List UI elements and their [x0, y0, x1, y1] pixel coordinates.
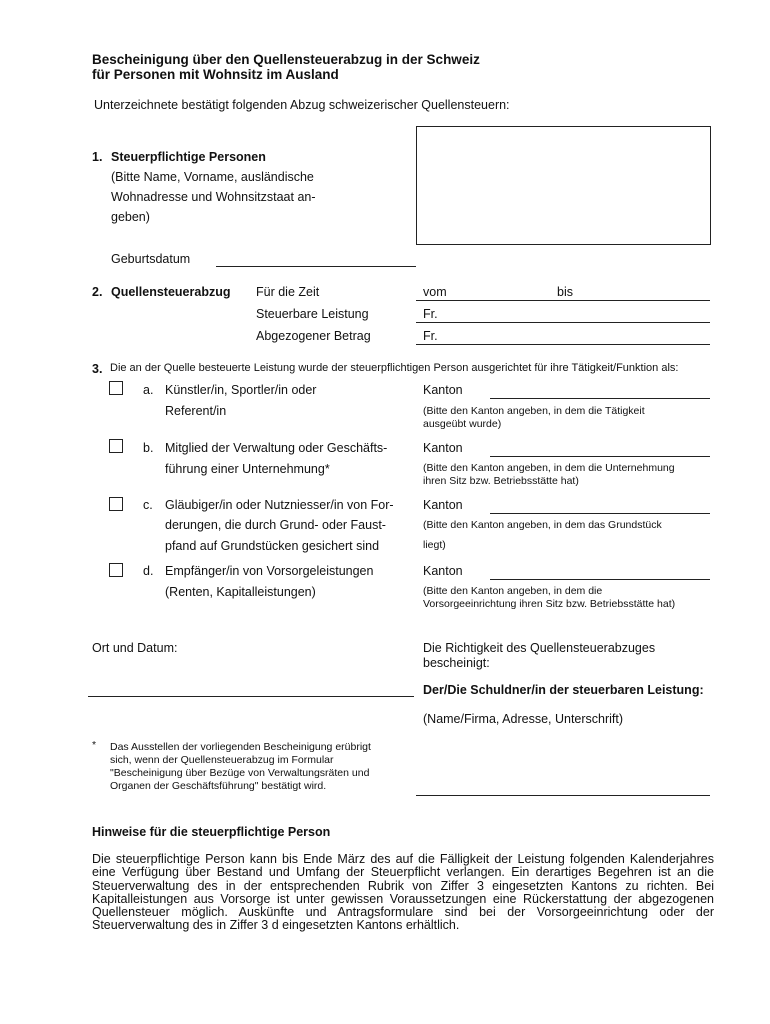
footnote-line: Organen der Geschäftsführung" bestätigt wird. — [110, 780, 327, 792]
name-signature-label: (Name/Firma, Adresse, Unterschrift) — [423, 712, 624, 726]
period-field-line[interactable] — [416, 300, 710, 301]
option-c-checkbox[interactable] — [109, 497, 123, 511]
footnote-marker: * — [92, 739, 97, 751]
canton-label: Kanton — [423, 383, 463, 397]
canton-field-line[interactable] — [490, 398, 710, 399]
section3-intro: Die an der Quelle besteuerte Leistung wurde der steuerpflichtigen Person ausgerichtet für ihre Tätigkeit/Funktion als: — [110, 362, 679, 374]
confirm-line: bescheinigt: — [423, 656, 490, 670]
deducted-prefix: Fr. — [423, 329, 438, 343]
footnote-line: Das Ausstellen der vorliegenden Bescheinigung erübrigt — [110, 741, 371, 753]
canton-hint: ausgeübt wurde) — [423, 418, 502, 430]
canton-field-line[interactable] — [490, 456, 710, 457]
option-letter: a. — [143, 383, 154, 397]
option-text-line: Künstler/in, Sportler/in oder — [165, 383, 317, 397]
option-text-line: Empfänger/in von Vorsorgeleistungen — [165, 564, 374, 578]
section1-desc-line: geben) — [111, 210, 150, 224]
option-text-line: Referent/in — [165, 404, 227, 418]
section2-number: 2. — [92, 285, 103, 299]
option-a-checkbox[interactable] — [109, 381, 123, 395]
option-letter: b. — [143, 441, 154, 455]
place-date-field-line[interactable] — [88, 696, 414, 697]
debtor-label: Der/Die Schuldner/in der steuerbaren Leistung: — [423, 683, 704, 697]
option-text-line: Mitglied der Verwaltung oder Geschäfts- — [165, 441, 388, 455]
section2-heading: Quellensteuerabzug — [111, 285, 231, 299]
section1-heading: Steuerpflichtige Personen — [111, 150, 266, 164]
canton-hint: liegt) — [423, 539, 446, 551]
signature-field-line[interactable] — [416, 795, 710, 796]
option-text-line: (Renten, Kapitalleistungen) — [165, 585, 316, 599]
canton-hint: (Bitte den Kanton angeben, in dem die Unternehmung — [423, 462, 675, 474]
canton-field-line[interactable] — [490, 579, 710, 580]
from-label: vom — [423, 285, 447, 299]
option-letter: c. — [143, 498, 153, 512]
section1-desc-line: (Bitte Name, Vorname, ausländische — [111, 170, 314, 184]
section3-number: 3. — [92, 362, 103, 376]
canton-hint: Vorsorgeeinrichtung ihren Sitz bzw. Betriebsstätte hat) — [423, 598, 676, 610]
footnote-line: sich, wenn der Quellensteuerabzug im Formular — [110, 754, 334, 766]
to-label: bis — [557, 285, 573, 299]
canton-label: Kanton — [423, 564, 463, 578]
option-text-line: pfand auf Grundstücken gesichert sind — [165, 539, 380, 553]
option-d-checkbox[interactable] — [109, 563, 123, 577]
canton-label: Kanton — [423, 498, 463, 512]
footnote-line: "Bescheinigung über Bezüge von Verwaltungsräten und — [110, 767, 370, 779]
option-letter: d. — [143, 564, 154, 578]
canton-hint: (Bitte den Kanton angeben, in dem die Tätigkeit — [423, 405, 645, 417]
option-b-checkbox[interactable] — [109, 439, 123, 453]
deducted-field-line[interactable] — [416, 344, 710, 345]
birthdate-label: Geburtsdatum — [111, 252, 191, 266]
deducted-label: Abgezogener Betrag — [256, 329, 371, 343]
form-title-line1: Bescheinigung über den Quellensteuerabzug in der Schweiz — [92, 52, 480, 67]
option-text-line: Gläubiger/in oder Nutzniesser/in von For- — [165, 498, 394, 512]
notes-heading: Hinweise für die steuerpflichtige Person — [92, 825, 331, 839]
canton-field-line[interactable] — [490, 513, 710, 514]
taxable-label: Steuerbare Leistung — [256, 307, 369, 321]
section1-desc-line: Wohnadresse und Wohnsitzstaat an- — [111, 190, 316, 204]
confirm-line: Die Richtigkeit des Quellensteuerabzuges — [423, 641, 656, 655]
canton-hint: ihren Sitz bzw. Betriebsstätte hat) — [423, 475, 579, 487]
address-box[interactable] — [416, 126, 711, 245]
option-text-line: führung einer Unternehmung* — [165, 462, 330, 476]
place-date-label: Ort und Datum: — [92, 641, 178, 655]
period-label: Für die Zeit — [256, 285, 320, 299]
form-title-line2: für Personen mit Wohnsitz im Ausland — [92, 67, 339, 82]
notes-paragraph: Die steuerpflichtige Person kann bis Ende März des auf die Fälligkeit der Leistung folgenden Kalenderjahres eine Verfügung über Bestand und Umfang der Steuerpflicht verlangen. Ein derartiges Begehren ist an die Steuerverwaltung des in der entsprechenden Rubrik von Ziffer 3 eingesetzten Kantons zu richten. Bei Kapitalleistungen aus Vorsorge ist unter gewissen Voraussetzungen eine Rückerstattung der abgezogenen Quellensteuer möglich. Auskünfte und Antragsformulare sind bei der Vorsorgeeinrichtung oder der Steuerverwaltung des in Ziffer 3 d eingesetzten Kantons erhältlich. — [92, 852, 714, 933]
canton-hint: (Bitte den Kanton angeben, in dem das Grundstück — [423, 519, 662, 531]
intro-text: Unterzeichnete bestätigt folgenden Abzug schweizerischer Quellensteuern: — [94, 98, 510, 112]
taxable-field-line[interactable] — [416, 322, 710, 323]
taxable-prefix: Fr. — [423, 307, 438, 321]
canton-hint: (Bitte den Kanton angeben, in dem die — [423, 585, 603, 597]
section1-number: 1. — [92, 150, 103, 164]
option-text-line: derungen, die durch Grund- oder Faust- — [165, 518, 386, 532]
birthdate-field-line[interactable] — [216, 266, 416, 267]
canton-label: Kanton — [423, 441, 463, 455]
